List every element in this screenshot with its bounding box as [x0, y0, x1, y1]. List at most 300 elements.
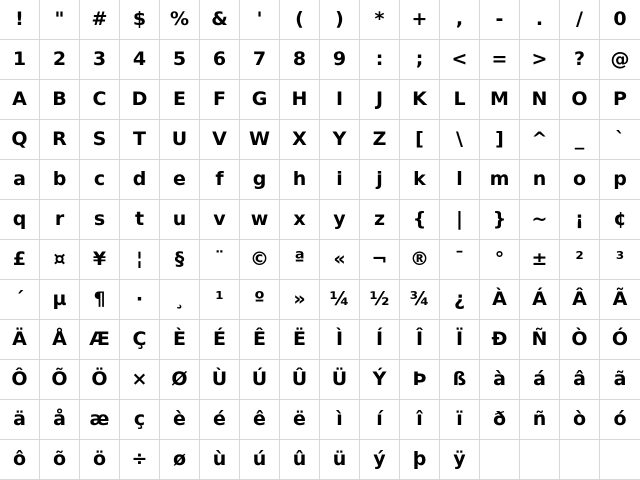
- glyph-cell[interactable]: [80, 360, 120, 400]
- glyph-cell[interactable]: [120, 400, 160, 440]
- glyph-cell[interactable]: [440, 0, 480, 40]
- glyph-cell[interactable]: [160, 200, 200, 240]
- glyph-cell[interactable]: [360, 280, 400, 320]
- glyph-cell[interactable]: [280, 440, 320, 480]
- glyph-character: O: [571, 88, 588, 110]
- glyph-character: z: [373, 208, 386, 230]
- glyph-cell[interactable]: [600, 0, 640, 40]
- glyph-character: B: [52, 88, 67, 110]
- glyph-cell[interactable]: [280, 240, 320, 280]
- glyph-character: R: [52, 128, 67, 150]
- glyph-cell[interactable]: [600, 440, 640, 480]
- glyph-character: ò: [572, 408, 587, 430]
- glyph-character: Ý: [372, 368, 387, 390]
- glyph-cell[interactable]: [240, 280, 280, 320]
- glyph-cell[interactable]: [480, 120, 520, 160]
- glyph-cell[interactable]: [480, 360, 520, 400]
- glyph-cell[interactable]: [0, 400, 40, 440]
- glyph-character: ×: [131, 368, 148, 390]
- glyph-cell[interactable]: [0, 80, 40, 120]
- glyph-cell[interactable]: [600, 360, 640, 400]
- glyph-cell[interactable]: [40, 200, 80, 240]
- glyph-cell[interactable]: [160, 120, 200, 160]
- glyph-cell[interactable]: [560, 280, 600, 320]
- glyph-cell[interactable]: [400, 80, 440, 120]
- glyph-character: 0: [613, 8, 627, 30]
- glyph-cell[interactable]: [320, 0, 360, 40]
- glyph-cell[interactable]: [440, 320, 480, 360]
- glyph-cell[interactable]: [160, 80, 200, 120]
- glyph-cell[interactable]: [0, 320, 40, 360]
- glyph-character: }: [492, 208, 507, 230]
- glyph-character: b: [52, 168, 67, 190]
- glyph-cell[interactable]: [160, 360, 200, 400]
- glyph-character: º: [254, 288, 265, 310]
- glyph-cell[interactable]: [120, 40, 160, 80]
- glyph-cell[interactable]: [200, 0, 240, 40]
- glyph-cell[interactable]: [560, 120, 600, 160]
- glyph-cell[interactable]: [600, 120, 640, 160]
- glyph-cell[interactable]: [400, 120, 440, 160]
- glyph-cell[interactable]: [80, 80, 120, 120]
- glyph-cell[interactable]: [40, 40, 80, 80]
- glyph-character: C: [92, 88, 107, 110]
- glyph-character: p: [613, 168, 627, 190]
- glyph-character: ): [335, 8, 344, 30]
- glyph-cell[interactable]: [520, 120, 560, 160]
- glyph-character: â: [573, 368, 586, 390]
- glyph-character: F: [213, 88, 226, 110]
- glyph-cell[interactable]: [200, 160, 240, 200]
- glyph-cell[interactable]: [560, 360, 600, 400]
- glyph-cell[interactable]: [520, 400, 560, 440]
- glyph-cell[interactable]: [400, 400, 440, 440]
- glyph-character: {: [412, 208, 427, 230]
- glyph-cell[interactable]: [600, 160, 640, 200]
- glyph-character: È: [173, 328, 186, 350]
- glyph-cell[interactable]: [0, 280, 40, 320]
- glyph-cell[interactable]: [520, 280, 560, 320]
- glyph-cell[interactable]: [480, 0, 520, 40]
- glyph-character: ´: [14, 288, 25, 310]
- glyph-cell[interactable]: [80, 440, 120, 480]
- glyph-character: ø: [172, 448, 187, 470]
- glyph-cell[interactable]: [40, 440, 80, 480]
- glyph-character: ¨: [214, 248, 225, 270]
- glyph-cell[interactable]: [400, 440, 440, 480]
- glyph-cell[interactable]: [280, 400, 320, 440]
- glyph-character: ð: [492, 408, 507, 430]
- glyph-character: %: [169, 8, 190, 30]
- glyph-cell[interactable]: [400, 200, 440, 240]
- glyph-cell[interactable]: [240, 80, 280, 120]
- glyph-cell[interactable]: [320, 120, 360, 160]
- glyph-cell[interactable]: [240, 40, 280, 80]
- glyph-cell[interactable]: [600, 400, 640, 440]
- glyph-character: ß: [452, 368, 467, 390]
- glyph-character: ¢: [613, 208, 627, 230]
- glyph-cell[interactable]: [160, 0, 200, 40]
- glyph-cell[interactable]: [0, 160, 40, 200]
- glyph-cell[interactable]: [200, 320, 240, 360]
- glyph-cell[interactable]: [240, 320, 280, 360]
- glyph-character: &: [211, 8, 228, 30]
- glyph-cell[interactable]: [440, 160, 480, 200]
- glyph-cell[interactable]: [80, 120, 120, 160]
- glyph-cell[interactable]: [40, 360, 80, 400]
- glyph-cell[interactable]: [0, 240, 40, 280]
- glyph-cell[interactable]: [560, 40, 600, 80]
- glyph-cell[interactable]: [440, 280, 480, 320]
- glyph-cell[interactable]: [440, 120, 480, 160]
- glyph-cell[interactable]: [200, 360, 240, 400]
- glyph-cell[interactable]: [0, 120, 40, 160]
- glyph-cell[interactable]: [440, 80, 480, 120]
- glyph-character: ': [256, 8, 263, 30]
- glyph-character: é: [213, 408, 226, 430]
- glyph-cell[interactable]: [480, 440, 520, 480]
- glyph-character: -: [495, 8, 504, 30]
- glyph-cell[interactable]: [440, 360, 480, 400]
- glyph-cell[interactable]: [400, 40, 440, 80]
- glyph-character: ü: [332, 448, 347, 470]
- glyph-cell[interactable]: [520, 440, 560, 480]
- glyph-cell[interactable]: [360, 200, 400, 240]
- glyph-cell[interactable]: [480, 400, 520, 440]
- glyph-cell[interactable]: [40, 120, 80, 160]
- glyph-cell[interactable]: [360, 440, 400, 480]
- glyph-character: c: [93, 168, 106, 190]
- glyph-cell[interactable]: [280, 280, 320, 320]
- glyph-character: ¹: [215, 288, 224, 310]
- glyph-cell[interactable]: [320, 40, 360, 80]
- glyph-character: /: [576, 8, 583, 30]
- glyph-character: õ: [52, 448, 67, 470]
- glyph-character: M: [490, 88, 509, 110]
- glyph-cell[interactable]: [240, 440, 280, 480]
- glyph-cell[interactable]: [320, 240, 360, 280]
- glyph-character: q: [12, 208, 27, 230]
- glyph-character: ¿: [453, 288, 466, 310]
- glyph-cell[interactable]: [320, 360, 360, 400]
- glyph-character: Y: [332, 128, 347, 150]
- glyph-cell[interactable]: [0, 40, 40, 80]
- glyph-character: à: [493, 368, 506, 390]
- glyph-character: ý: [373, 448, 386, 470]
- glyph-character: ¥: [92, 248, 107, 270]
- glyph-character: P: [613, 88, 627, 110]
- glyph-character: +: [411, 8, 428, 30]
- glyph-character: ó: [613, 408, 627, 430]
- glyph-cell[interactable]: [360, 400, 400, 440]
- glyph-character: G: [251, 88, 268, 110]
- glyph-cell[interactable]: [400, 160, 440, 200]
- glyph-cell[interactable]: [600, 280, 640, 320]
- glyph-cell[interactable]: [560, 0, 600, 40]
- glyph-character: (: [295, 8, 304, 30]
- glyph-character: o: [572, 168, 587, 190]
- glyph-cell[interactable]: [480, 40, 520, 80]
- glyph-cell[interactable]: [80, 400, 120, 440]
- glyph-cell[interactable]: [40, 280, 80, 320]
- glyph-cell[interactable]: [40, 320, 80, 360]
- glyph-character: 3: [92, 48, 107, 70]
- glyph-character: !: [15, 8, 24, 30]
- glyph-character: ô: [12, 448, 27, 470]
- glyph-cell[interactable]: [0, 0, 40, 40]
- glyph-cell[interactable]: [240, 200, 280, 240]
- glyph-character: Ç: [132, 328, 147, 350]
- glyph-cell[interactable]: [360, 160, 400, 200]
- glyph-character: î: [416, 408, 423, 430]
- glyph-cell[interactable]: [40, 80, 80, 120]
- glyph-cell[interactable]: [320, 160, 360, 200]
- glyph-character: _: [574, 128, 585, 150]
- glyph-cell[interactable]: [360, 40, 400, 80]
- glyph-cell[interactable]: [200, 280, 240, 320]
- glyph-cell[interactable]: [560, 160, 600, 200]
- glyph-cell[interactable]: [240, 0, 280, 40]
- glyph-cell[interactable]: [280, 80, 320, 120]
- glyph-cell[interactable]: [520, 40, 560, 80]
- glyph-cell[interactable]: [120, 320, 160, 360]
- glyph-cell[interactable]: [400, 0, 440, 40]
- glyph-cell[interactable]: [160, 400, 200, 440]
- glyph-character: Ó: [611, 328, 629, 350]
- glyph-cell[interactable]: [240, 240, 280, 280]
- glyph-cell[interactable]: [0, 360, 40, 400]
- glyph-character: £: [12, 248, 27, 270]
- glyph-cell[interactable]: [200, 240, 240, 280]
- glyph-cell[interactable]: [560, 320, 600, 360]
- glyph-cell[interactable]: [480, 240, 520, 280]
- glyph-cell[interactable]: [480, 200, 520, 240]
- glyph-cell[interactable]: [560, 200, 600, 240]
- glyph-cell[interactable]: [360, 360, 400, 400]
- glyph-cell[interactable]: [0, 440, 40, 480]
- glyph-cell[interactable]: [600, 80, 640, 120]
- glyph-cell[interactable]: [560, 240, 600, 280]
- glyph-cell[interactable]: [200, 440, 240, 480]
- glyph-character: Ã: [612, 288, 628, 310]
- glyph-character: H: [291, 88, 308, 110]
- glyph-character: ±: [531, 248, 548, 270]
- glyph-cell[interactable]: [520, 320, 560, 360]
- glyph-cell[interactable]: [280, 160, 320, 200]
- glyph-character: Á: [532, 288, 547, 310]
- glyph-cell[interactable]: [120, 160, 160, 200]
- glyph-character: `: [615, 128, 625, 150]
- glyph-cell[interactable]: [80, 40, 120, 80]
- glyph-cell[interactable]: [280, 360, 320, 400]
- glyph-character: x: [293, 208, 306, 230]
- glyph-cell[interactable]: [520, 240, 560, 280]
- glyph-cell[interactable]: [160, 160, 200, 200]
- glyph-cell[interactable]: [480, 280, 520, 320]
- glyph-character: k: [413, 168, 426, 190]
- glyph-cell[interactable]: [560, 440, 600, 480]
- glyph-cell[interactable]: [400, 280, 440, 320]
- glyph-cell[interactable]: [360, 120, 400, 160]
- glyph-character: h: [292, 168, 307, 190]
- glyph-cell[interactable]: [560, 400, 600, 440]
- glyph-character: »: [293, 288, 306, 310]
- glyph-character: L: [453, 88, 466, 110]
- glyph-character: þ: [412, 448, 427, 470]
- glyph-cell[interactable]: [360, 80, 400, 120]
- glyph-cell[interactable]: [80, 240, 120, 280]
- glyph-character: 8: [292, 48, 307, 70]
- glyph-cell[interactable]: [0, 200, 40, 240]
- glyph-character: è: [173, 408, 186, 430]
- glyph-character: Å: [52, 328, 67, 350]
- glyph-cell[interactable]: [40, 160, 80, 200]
- glyph-cell[interactable]: [240, 360, 280, 400]
- glyph-cell[interactable]: [440, 40, 480, 80]
- glyph-character: y: [333, 208, 346, 230]
- glyph-cell[interactable]: [360, 0, 400, 40]
- glyph-character: .: [535, 8, 544, 30]
- glyph-cell[interactable]: [200, 120, 240, 160]
- glyph-character: 9: [332, 48, 347, 70]
- glyph-cell[interactable]: [200, 80, 240, 120]
- glyph-cell[interactable]: [320, 400, 360, 440]
- glyph-cell[interactable]: [280, 200, 320, 240]
- glyph-character: v: [213, 208, 226, 230]
- glyph-cell[interactable]: [480, 160, 520, 200]
- glyph-cell[interactable]: [360, 320, 400, 360]
- glyph-character: ì: [336, 408, 343, 430]
- glyph-character: X: [292, 128, 307, 150]
- glyph-cell[interactable]: [120, 440, 160, 480]
- glyph-cell[interactable]: [320, 80, 360, 120]
- glyph-cell[interactable]: [480, 80, 520, 120]
- glyph-character: ¯: [454, 248, 465, 270]
- glyph-cell[interactable]: [80, 160, 120, 200]
- glyph-cell[interactable]: [160, 240, 200, 280]
- glyph-character: ,: [455, 8, 464, 30]
- glyph-cell[interactable]: [320, 440, 360, 480]
- glyph-cell[interactable]: [120, 80, 160, 120]
- glyph-cell[interactable]: [360, 240, 400, 280]
- glyph-cell[interactable]: [600, 320, 640, 360]
- glyph-character: m: [489, 168, 510, 190]
- glyph-cell[interactable]: [520, 80, 560, 120]
- glyph-cell[interactable]: [600, 40, 640, 80]
- glyph-character: ^: [531, 128, 548, 150]
- glyph-character: |: [456, 208, 463, 230]
- glyph-character: Æ: [89, 328, 110, 350]
- glyph-character: 7: [252, 48, 267, 70]
- glyph-cell[interactable]: [280, 120, 320, 160]
- glyph-character: å: [53, 408, 66, 430]
- glyph-cell[interactable]: [80, 0, 120, 40]
- glyph-cell[interactable]: [400, 240, 440, 280]
- glyph-cell[interactable]: [120, 120, 160, 160]
- glyph-character: T: [133, 128, 146, 150]
- glyph-character: E: [173, 88, 186, 110]
- glyph-character: u: [172, 208, 187, 230]
- glyph-cell[interactable]: [200, 200, 240, 240]
- glyph-character: Ê: [253, 328, 266, 350]
- glyph-cell[interactable]: [280, 40, 320, 80]
- glyph-character: æ: [89, 408, 110, 430]
- glyph-cell[interactable]: [520, 360, 560, 400]
- glyph-cell[interactable]: [280, 0, 320, 40]
- glyph-cell[interactable]: [40, 0, 80, 40]
- glyph-cell[interactable]: [400, 320, 440, 360]
- glyph-character: I: [335, 88, 344, 110]
- glyph-character: ¤: [53, 248, 66, 270]
- glyph-character: «: [333, 248, 346, 270]
- glyph-character: ]: [495, 128, 504, 150]
- glyph-cell[interactable]: [600, 200, 640, 240]
- glyph-cell[interactable]: [320, 320, 360, 360]
- glyph-cell[interactable]: [440, 440, 480, 480]
- glyph-cell[interactable]: [480, 320, 520, 360]
- glyph-cell[interactable]: [80, 200, 120, 240]
- glyph-cell[interactable]: [240, 120, 280, 160]
- glyph-cell[interactable]: [160, 280, 200, 320]
- glyph-character: Â: [572, 288, 587, 310]
- glyph-character: t: [134, 208, 145, 230]
- glyph-character: µ: [52, 288, 67, 310]
- glyph-cell[interactable]: [80, 320, 120, 360]
- glyph-cell[interactable]: [560, 80, 600, 120]
- glyph-cell[interactable]: [400, 360, 440, 400]
- glyph-cell[interactable]: [200, 400, 240, 440]
- glyph-cell[interactable]: [240, 400, 280, 440]
- glyph-cell[interactable]: [120, 0, 160, 40]
- glyph-character: ¼: [329, 288, 350, 310]
- glyph-character: 2: [52, 48, 67, 70]
- glyph-cell[interactable]: [80, 280, 120, 320]
- glyph-character: û: [292, 448, 307, 470]
- glyph-cell[interactable]: [320, 200, 360, 240]
- glyph-cell[interactable]: [40, 400, 80, 440]
- glyph-cell[interactable]: [120, 200, 160, 240]
- glyph-cell[interactable]: [280, 320, 320, 360]
- glyph-cell[interactable]: [120, 280, 160, 320]
- glyph-character: @: [610, 48, 630, 70]
- glyph-character: 6: [212, 48, 227, 70]
- glyph-cell[interactable]: [320, 280, 360, 320]
- glyph-character: ~: [531, 208, 548, 230]
- glyph-cell[interactable]: [160, 440, 200, 480]
- glyph-cell[interactable]: [40, 240, 80, 280]
- glyph-character: ·: [135, 288, 144, 310]
- glyph-character: ¶: [93, 288, 106, 310]
- glyph-cell[interactable]: [160, 320, 200, 360]
- glyph-cell[interactable]: [120, 360, 160, 400]
- glyph-cell[interactable]: [120, 240, 160, 280]
- glyph-cell[interactable]: [520, 160, 560, 200]
- glyph-cell[interactable]: [520, 200, 560, 240]
- glyph-character: =: [491, 48, 508, 70]
- glyph-cell[interactable]: [440, 240, 480, 280]
- glyph-cell[interactable]: [440, 200, 480, 240]
- glyph-cell[interactable]: [520, 0, 560, 40]
- glyph-cell[interactable]: [200, 40, 240, 80]
- glyph-character: s: [93, 208, 106, 230]
- glyph-cell[interactable]: [600, 240, 640, 280]
- glyph-character: ä: [13, 408, 26, 430]
- glyph-character: *: [374, 8, 385, 30]
- glyph-character: 1: [12, 48, 27, 70]
- glyph-cell[interactable]: [160, 40, 200, 80]
- glyph-cell[interactable]: [440, 400, 480, 440]
- glyph-cell[interactable]: [240, 160, 280, 200]
